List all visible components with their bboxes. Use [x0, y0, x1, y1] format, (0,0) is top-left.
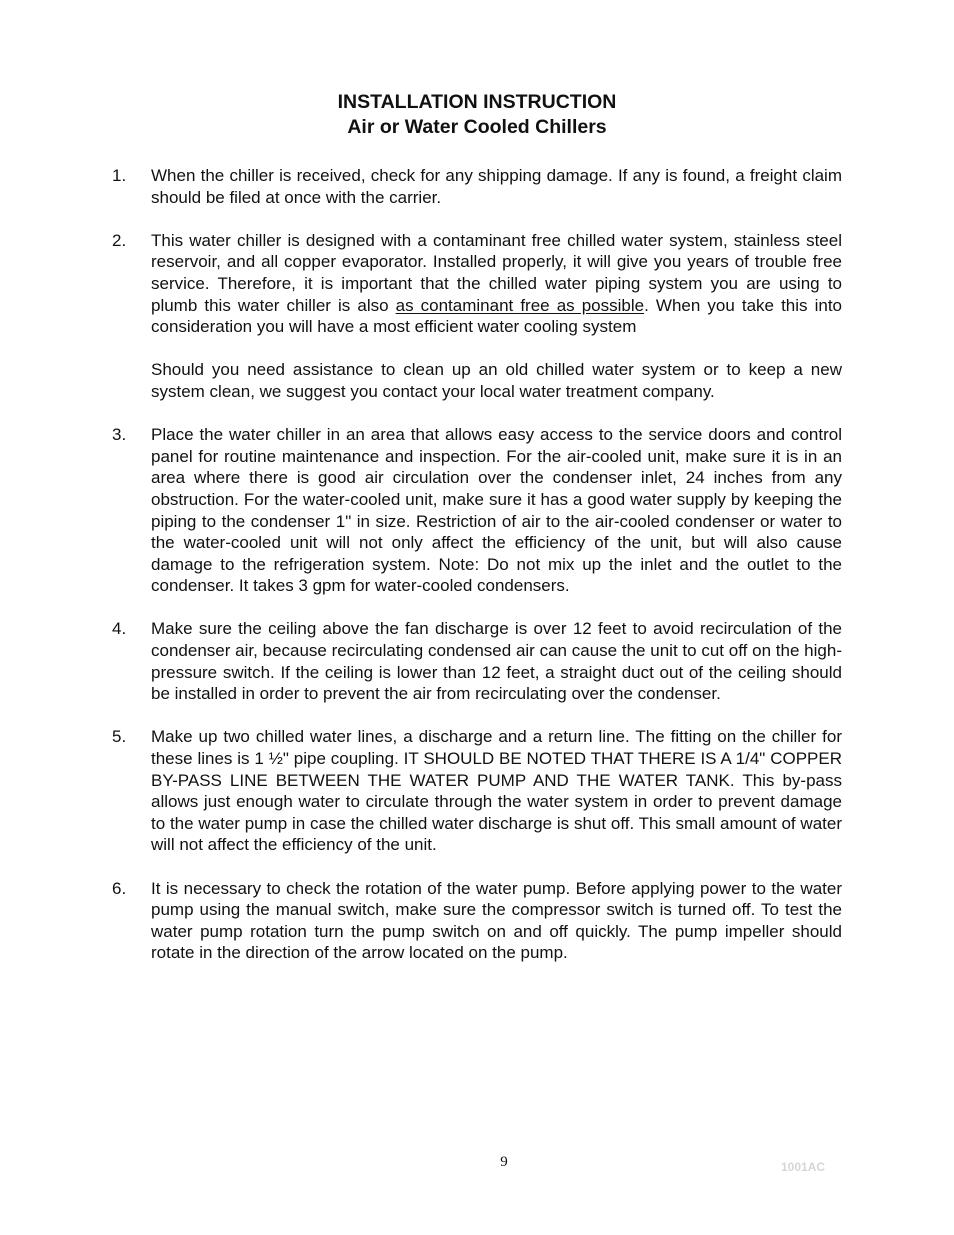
item-number: 6. [112, 878, 127, 898]
item-paragraph: Make sure the ceiling above the fan discharge is over 12 feet to avoid recirculation of the condenser air, because recirculating condensed air can cause the unit to cut off on the high-pressure switch. If the ceiling is lower than 12 feet, a straight duct out of the ceiling should be installed in order to prevent the air from recirculating over the condenser. [151, 619, 842, 704]
page-title: INSTALLATION INSTRUCTION [337, 91, 617, 113]
item-paragraph: Should you need assistance to clean up an old chilled water system or to keep a new system clean, we suggest you contact your local water treatment company. [151, 360, 842, 401]
item-number: 3. [112, 425, 127, 445]
item-number: 2. [112, 230, 127, 250]
item-body [151, 878, 842, 964]
page-number: 9 [500, 1154, 508, 1170]
list-item [112, 618, 842, 704]
item-paragraph [151, 230, 842, 338]
list-item [112, 230, 842, 403]
list-item [112, 726, 842, 856]
item-paragraph: Place the water chiller in an area that allows easy access to the service doors and control panel for routine maintenance and inspection. For the air-cooled unit, make sure it is in an area where there is good air circulation over the condenser inlet, 24 inches from any obstruction. For the water-cooled unit, make sure it has a good water supply by keeping the piping to the condenser 1" in size. Restriction of air to the air-cooled condenser or water to the water-cooled unit will not only affect the efficiency of the unit, but will also cause damage to the refrigeration system. Note: Do not mix up the inlet and the outlet to the condenser. It takes 3 gpm for water-cooled condensers. [151, 425, 842, 596]
item-paragraph: It is necessary to check the rotation of the water pump. Before applying power to the water pump using the manual switch, make sure the compressor switch is turned off. To test the water pump rotation turn the pump switch on and off quickly. The pump impeller should rotate in the direction of the arrow located on the pump. [151, 878, 842, 963]
instruction-list [112, 165, 842, 986]
item-paragraph: When the chiller is received, check for any shipping damage. If any is found, a freight claim should be filed at once with the carrier. [151, 166, 842, 207]
item-body [151, 230, 842, 403]
item-number: 4. [112, 619, 127, 639]
list-item [112, 878, 842, 964]
item-body [151, 165, 842, 208]
item-body [151, 726, 842, 856]
text-run: . When you take this into consideration you will have a most efficient water cooling system [151, 295, 843, 337]
list-item [112, 165, 842, 208]
heading-block [0, 90, 954, 140]
underlined-text: as contaminant free as possible [395, 295, 645, 315]
page-subtitle: Air or Water Cooled Chillers [347, 116, 607, 138]
item-number: 1. [112, 166, 127, 185]
list-item [112, 424, 842, 597]
document-code: 1001AC [781, 1160, 826, 1174]
item-body [151, 424, 842, 597]
text-run: This water chiller is designed with a contaminant free chilled water system, stainless steel reservoir, and all copper evaporator. Installed properly, it will give you years of trouble free service. Therefore, it is important that the chilled water piping system you are using to plumb this water chiller is also [151, 230, 842, 315]
item-number: 5. [112, 727, 127, 747]
item-body [151, 618, 842, 704]
item-paragraph: Make up two chilled water lines, a discharge and a return line. The fitting on the chiller for these lines is 1 ½" pipe coupling. IT SHOULD BE NOTED THAT THERE IS A 1/4" COPPER BY-PASS LINE BETWEEN THE WATER PUMP AND THE WATER TANK. This by-pass allows just enough water to circulate through the water system in order to prevent damage to the water pump in case the chilled water discharge is shut off. This small amount of water will not affect the efficiency of the unit. [151, 727, 842, 855]
